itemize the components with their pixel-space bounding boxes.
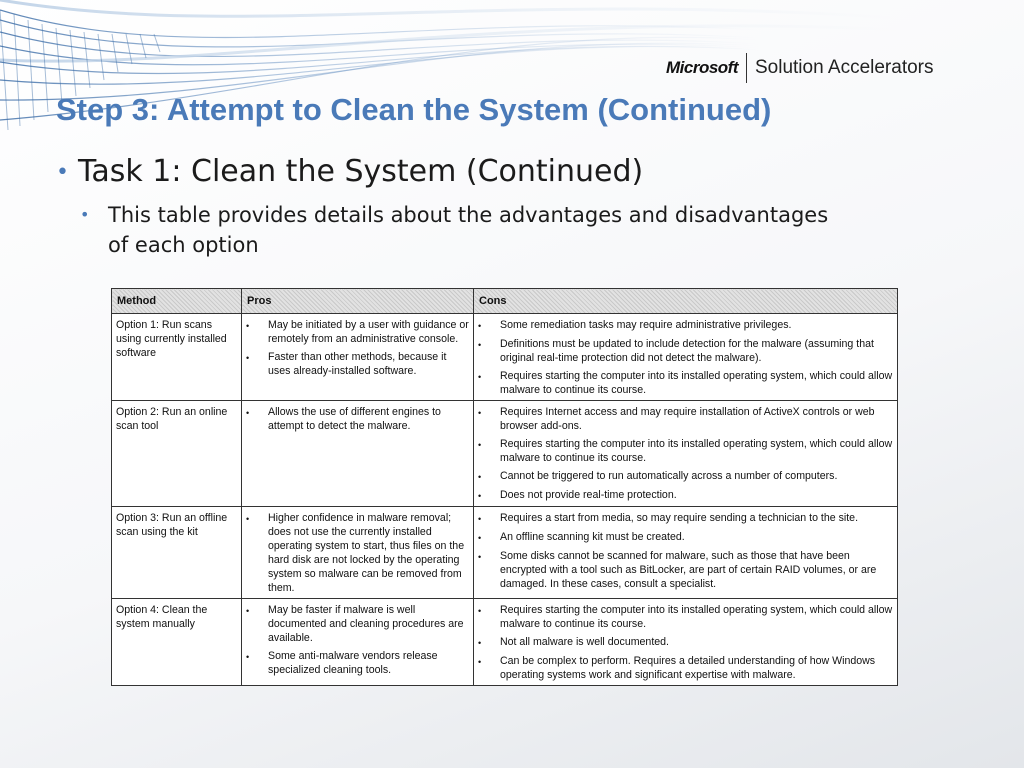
method-cell: Option 3: Run an offline scan using the kit — [112, 507, 242, 599]
bullet-level-2 — [80, 200, 840, 260]
table-row — [112, 599, 898, 686]
con-text: Can be complex to perform. Requires a detailed understanding of how Windows operating systems work and significant expertise with malware. — [500, 655, 876, 681]
con-text: Some disks cannot be scanned for malware, such as those that have been encrypted with a tool such as BitLocker, are part of certain RAID volumes, or are damaged. In these cases, consult a specialist. — [500, 550, 877, 590]
list-item: • Faster than other methods, because it uses already-installed software. — [246, 350, 469, 378]
list-item: • Higher confidence in malware removal; does not use the currently installed operating system to start, thus files on the hard disk are not locked by the operating system so malware can be removed from them. — [246, 511, 469, 595]
pro-text: Allows the use of different engines to attempt to detect the malware. — [268, 406, 441, 432]
pro-text: Higher confidence in malware removal; does not use the currently installed operating system to start, thus files on the hard disk are not locked by the operating system so malware can be removed from them. — [268, 512, 465, 594]
con-text: Requires starting the computer into its installed operating system, which could allow malware to continue its course. — [500, 438, 893, 464]
logo-divider — [746, 53, 747, 83]
list-item: • Requires starting the computer into its installed operating system, which could allow malware to continue its course. — [478, 370, 893, 396]
con-text: Requires starting the computer into its installed operating system, which could allow malware to continue its course. — [500, 604, 893, 630]
table-header-row — [112, 289, 898, 314]
list-item: • An offline scanning kit must be created. — [478, 531, 685, 543]
cleaning-options-table — [111, 288, 898, 686]
cons-cell — [474, 401, 898, 507]
list-item: • Allows the use of different engines to attempt to detect the malware. — [246, 405, 469, 433]
pro-text: Faster than other methods, because it uses already-installed software. — [268, 351, 447, 377]
method-cell: Option 4: Clean the system manually — [112, 599, 242, 686]
list-item: • Some anti-malware vendors release specialized cleaning tools. — [246, 649, 469, 677]
table-row — [112, 401, 898, 507]
pro-text: May be initiated by a user with guidance or remotely from an administrative console. — [268, 319, 469, 345]
list-item: • Does not provide real-time protection. — [478, 489, 677, 501]
method-cell: Option 1: Run scans using currently installed software — [112, 314, 242, 401]
list-item: • Some remediation tasks may require administrative privileges. — [478, 319, 792, 331]
bullet-level-1-text: Task 1: Clean the System (Continued) — [78, 154, 644, 189]
table-row — [112, 507, 898, 599]
header-method: Method — [112, 289, 242, 314]
bullet-level-2-text: This table provides details about the advantages and disadvantages of each option — [108, 203, 829, 257]
list-item: • Requires starting the computer into its installed operating system, which could allow malware to continue its course. — [478, 438, 893, 464]
list-item: • Some disks cannot be scanned for malware, such as those that have been encrypted with a tool such as BitLocker, are part of certain RAID volumes, or are damaged. In these cases, consult a specialist. — [478, 549, 893, 591]
con-text: Definitions must be updated to include detection for the malware (assuming that original real-time protection did not detect the malware). — [500, 338, 874, 364]
pros-cell — [242, 314, 474, 401]
con-text: Some remediation tasks may require administrative privileges. — [500, 319, 792, 331]
con-text: An offline scanning kit must be created. — [500, 531, 685, 543]
bullet-level-1 — [56, 154, 643, 189]
list-item: • Cannot be triggered to run automatically across a number of computers. — [478, 470, 838, 482]
pro-text: Some anti-malware vendors release specialized cleaning tools. — [268, 650, 438, 676]
bullet-dot-icon: • — [56, 160, 69, 185]
bullet-dot-icon: • — [80, 205, 90, 224]
cons-cell — [474, 314, 898, 401]
header-pros: Pros — [242, 289, 474, 314]
list-item: • Requires a start from media, so may require sending a technician to the site. — [478, 512, 859, 524]
list-item: • May be initiated by a user with guidance or remotely from an administrative console. — [246, 319, 469, 345]
microsoft-solution-accelerators-logo — [666, 52, 934, 84]
con-text: Requires starting the computer into its installed operating system, which could allow malware to continue its course. — [500, 370, 893, 396]
pros-cell — [242, 507, 474, 599]
brand-product: Solution Accelerators — [755, 57, 934, 78]
pros-cell — [242, 599, 474, 686]
con-text: Requires a start from media, so may require sending a technician to the site. — [500, 512, 859, 524]
con-text: Not all malware is well documented. — [500, 636, 669, 648]
slide-title: Step 3: Attempt to Clean the System (Continued) — [56, 92, 772, 127]
cons-cell — [474, 507, 898, 599]
list-item: • Not all malware is well documented. — [478, 636, 669, 648]
pro-text: May be faster if malware is well documented and cleaning procedures are available. — [268, 604, 464, 644]
con-text: Does not provide real-time protection. — [500, 489, 677, 501]
list-item: • Can be complex to perform. Requires a detailed understanding of how Windows operating systems work and significant expertise with malware. — [478, 654, 893, 682]
cons-cell — [474, 599, 898, 686]
con-text: Cannot be triggered to run automatically across a number of computers. — [500, 470, 838, 482]
pros-cell — [242, 401, 474, 507]
list-item: • Requires Internet access and may require installation of ActiveX controls or web browser add-ons. — [478, 405, 893, 433]
list-item: • Requires starting the computer into its installed operating system, which could allow malware to continue its course. — [478, 604, 893, 630]
con-text: Requires Internet access and may require installation of ActiveX controls or web browser add-ons. — [500, 406, 875, 432]
list-item: • Definitions must be updated to include detection for the malware (assuming that original real-time protection did not detect the malware). — [478, 337, 893, 365]
header-cons: Cons — [474, 289, 898, 314]
list-item: • May be faster if malware is well documented and cleaning procedures are available. — [246, 603, 469, 645]
table-row — [112, 314, 898, 401]
brand-company: Microsoft — [666, 58, 738, 77]
method-cell: Option 2: Run an online scan tool — [112, 401, 242, 507]
